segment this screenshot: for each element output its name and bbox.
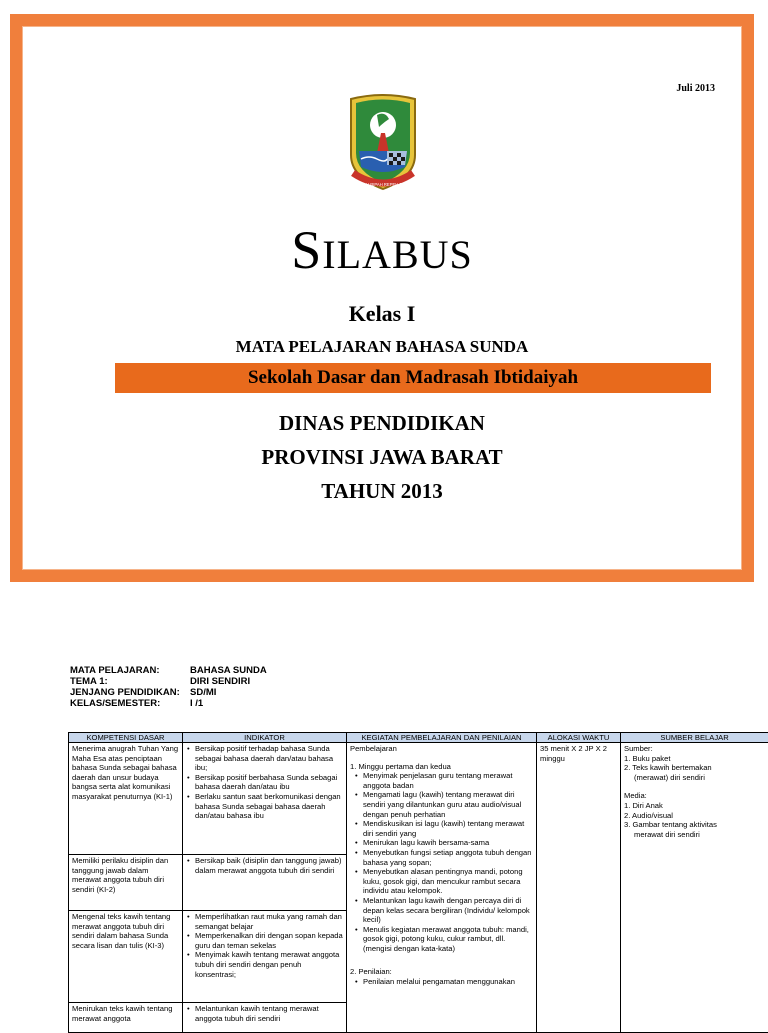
sumber-heading: Sumber:	[624, 744, 765, 754]
cover-org-line1: DINAS PENDIDIKAN	[23, 411, 741, 436]
svg-text:GEMAH RIPAH REPEH RAPIH: GEMAH RIPAH REPEH RAPIH	[354, 182, 413, 187]
indikator-cell	[183, 855, 347, 911]
list-item: • Menyimak kawih tentang merawat anggota tubuh diri sendiri dengan penuh konsentrasi;	[195, 950, 343, 979]
list-item: • Melantunkan lagu kawih dengan percaya diri di depan kelas secara bergiliran (Individu/ kelompok kecil)	[363, 896, 533, 925]
list-item: • Mendiskusikan isi lagu (kawih) tentang merawat diri sendiri yang	[363, 819, 533, 838]
cover-frame	[10, 14, 754, 582]
list-item: • Menirukan lagu kawih bersama-sama	[363, 838, 533, 848]
list-item: • Bersikap positif berbahasa Sunda sebagai bahasa daerah dan/atau ibu	[195, 773, 343, 792]
meta-row: TEMA 1: DIRI SENDIRI	[70, 676, 350, 687]
cover-date: Juli 2013	[676, 83, 715, 94]
list-item: • Menyebutkan alasan pentingnya mandi, potong kuku, gosok gigi, dan mencukur rambut secara individu atau kelompok.	[363, 867, 533, 896]
sumber-item: 1. Buku paket	[624, 754, 765, 764]
syllabus-table	[68, 732, 768, 1033]
list-item: • Memperlihatkan raut muka yang ramah dan semangat belajar	[195, 912, 343, 931]
penilaian-heading: 2. Penilaian:	[350, 967, 533, 977]
sumber-item: (merawat) diri sendiri	[624, 773, 765, 783]
media-item: 2. Audio/visual	[624, 811, 765, 821]
sumber-cell	[621, 743, 768, 1033]
cover-title: SILABUS	[23, 223, 741, 277]
list-item: • Mengamati lagu (kawih) tentang merawat diri sendiri yang dilantunkan guru atau audio/visual dengan penuh perhatian	[363, 790, 533, 819]
col-header-sumber: SUMBER BELAJAR	[621, 733, 768, 743]
kd-cell: Memiliki perilaku disiplin dan tanggung jawab dalam merawat anggota tubuh diri sendiri (KI-2)	[69, 855, 183, 911]
list-item: • Memperkenalkan diri dengan sopan kepada guru dan teman sekelas	[195, 931, 343, 950]
kd-cell: Mengenal teks kawih tentang merawat anggota tubuh diri sendiri dalam bahasa Sunda secara lisan dan tulis (KI-3)	[69, 911, 183, 1003]
meta-row: KELAS/SEMESTER: I /1	[70, 698, 350, 709]
kd-cell: Menirukan teks kawih tentang merawat anggota	[69, 1003, 183, 1033]
west-java-emblem-logo	[343, 93, 423, 193]
col-header-kompetensi: KOMPETENSI DASAR	[69, 733, 183, 743]
meta-row: MATA PELAJARAN: BAHASA SUNDA	[70, 665, 350, 676]
cover-org-line3: TAHUN 2013	[23, 479, 741, 504]
kegiatan-cell	[347, 743, 537, 1033]
table-row	[69, 743, 768, 855]
cover-subject: MATA PELAJARAN BAHASA SUNDA	[23, 337, 741, 357]
list-item: • Menulis kegiatan merawat anggota tubuh: mandi, gosok gigi, potong kuku, cukur rambut, dll. (mengisi dengan kata-kata)	[363, 925, 533, 954]
meta-row: JENJANG PENDIDIKAN: SD/MI	[70, 687, 350, 698]
list-item: • Bersikap baik (disiplin dan tanggung jawab) dalam merawat anggota tubuh diri sendiri	[195, 856, 343, 875]
indikator-cell	[183, 1003, 347, 1033]
col-header-indikator: INDIKATOR	[183, 733, 347, 743]
syllabus-meta	[70, 665, 350, 709]
list-item: • Berlaku santun saat berkomunikasi dengan bahasa Sunda sebagai bahasa daerah dan/atau bahasa ibu	[195, 792, 343, 821]
list-item: • Melantunkan kawih tentang merawat anggota tubuh diri sendiri	[195, 1004, 343, 1023]
alokasi-cell: 35 menit X 2 JP X 2 minggu	[537, 743, 621, 1033]
cover-page	[22, 26, 742, 570]
media-heading: Media:	[624, 791, 765, 801]
media-item: 3. Gambar tentang aktivitas	[624, 820, 765, 830]
kegiatan-week: 1. Minggu pertama dan kedua	[350, 762, 533, 772]
col-header-kegiatan: KEGIATAN PEMBELAJARAN DAN PENILAIAN	[347, 733, 537, 743]
list-item: • Penilaian melalui pengamatan menggunakan	[363, 977, 533, 987]
school-level-band: Sekolah Dasar dan Madrasah Ibtidaiyah	[115, 363, 711, 393]
list-item: • Menyebutkan fungsi setiap anggota tubuh dengan bahasa yang sopan;	[363, 848, 533, 867]
indikator-cell	[183, 743, 347, 855]
list-item: • Bersikap positif terhadap bahasa Sunda sebagai bahasa daerah dan/atau bahasa ibu;	[195, 744, 343, 773]
kd-cell: Menerima anugrah Tuhan Yang Maha Esa atas penciptaan bahasa Sunda sebagai bahasa daerah dan unsur budaya bangsa serta alat komunikasi masyarakat penuturnya (KI-1)	[69, 743, 183, 855]
cover-kelas: Kelas I	[23, 301, 741, 327]
indikator-cell	[183, 911, 347, 1003]
list-item: • Menyimak penjelasan guru tentang merawat anggota badan	[363, 771, 533, 790]
col-header-alokasi: ALOKASI WAKTU	[537, 733, 621, 743]
table-header-row	[69, 733, 768, 743]
kegiatan-heading: Pembelajaran	[350, 744, 533, 754]
cover-org-line2: PROVINSI JAWA BARAT	[23, 445, 741, 470]
media-item: 1. Diri Anak	[624, 801, 765, 811]
media-item: merawat diri sendiri	[624, 830, 765, 840]
sumber-item: 2. Teks kawih bertemakan	[624, 763, 765, 773]
